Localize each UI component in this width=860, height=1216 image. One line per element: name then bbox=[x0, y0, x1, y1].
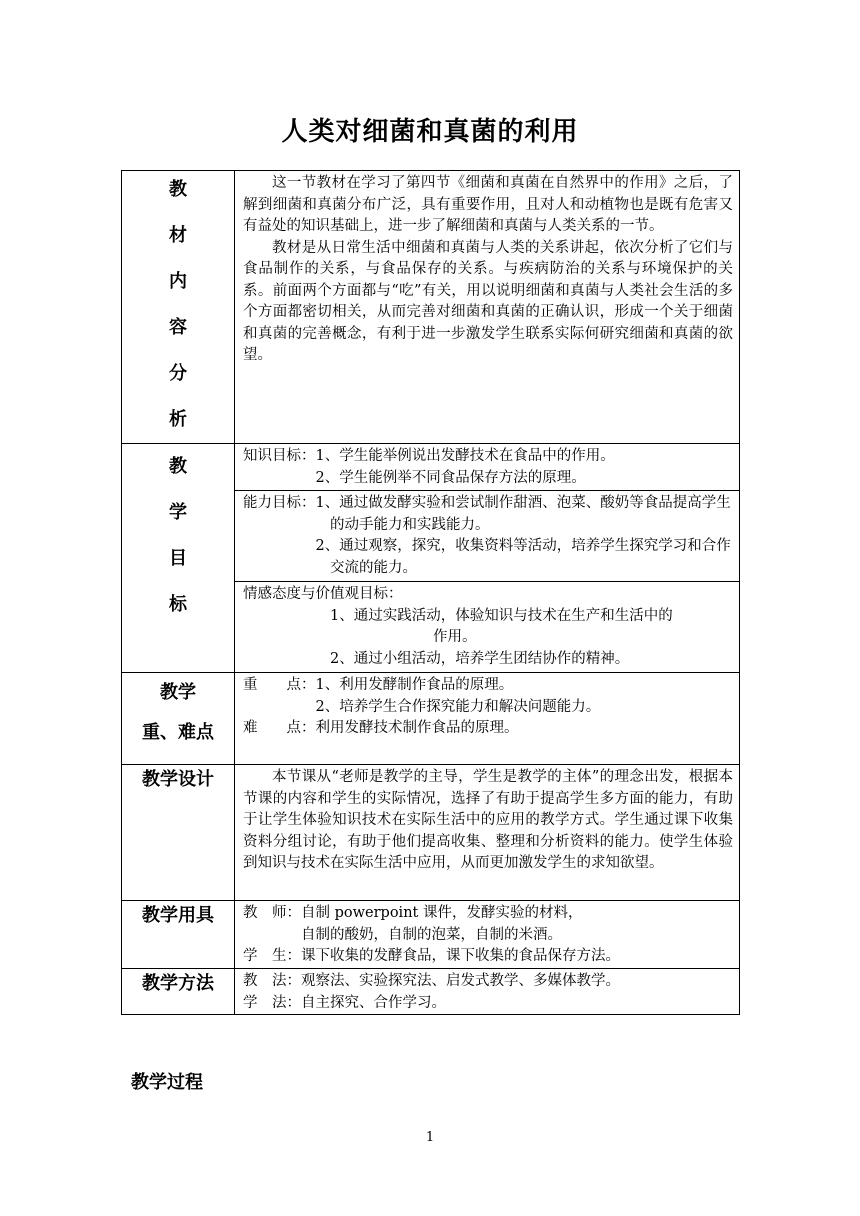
emotion-goal bbox=[235, 581, 739, 672]
goal-item: 1、学生能举例说出发酵技术在食品中的作用。 bbox=[315, 448, 615, 464]
row-teaching-goals bbox=[122, 444, 740, 673]
key-points-content bbox=[235, 673, 740, 765]
label-char: 容 bbox=[169, 317, 187, 338]
document-title: 人类对细菌和真菌的利用 bbox=[281, 117, 579, 147]
teacher-lead: 教 师： bbox=[243, 905, 301, 921]
section-heading: 教学过程 bbox=[131, 1072, 203, 1093]
label-char: 学 bbox=[169, 502, 187, 523]
key-points-label-line2: 重、难点 bbox=[142, 722, 214, 743]
row-methods bbox=[122, 969, 740, 1015]
key-points-label-line1: 教学 bbox=[160, 682, 196, 703]
key-lead: 重 点： bbox=[243, 677, 316, 693]
page-number: 1 bbox=[425, 1130, 435, 1145]
label-char: 目 bbox=[169, 548, 187, 569]
analysis-paragraph: 这一节教材在学习了第四节《细菌和真菌在自然界中的作用》之后，了解到细菌和真菌分布广泛，具有重要作用，且对人和动植物也是既有危害又有益处的知识基础上，进一步了解细菌和真菌与人类关系的一节。 bbox=[243, 175, 733, 234]
label-char: 教 bbox=[169, 179, 187, 200]
row-tools bbox=[122, 901, 740, 969]
goal-item: 2、通过观察，探究，收集资料等活动，培养学生探究学习和合作交流的能力。 bbox=[315, 538, 731, 576]
label-char: 内 bbox=[169, 271, 187, 292]
student-lead: 学 生： bbox=[243, 948, 301, 964]
teacher-tools: 自制 powerpoint 课件，发酵实验的材料， bbox=[301, 905, 583, 921]
tools-content bbox=[235, 901, 740, 969]
learn-method-lead: 学 法： bbox=[243, 994, 301, 1011]
teach-method-text: 观察法、实验探究法、启发式教学、多媒体教学。 bbox=[301, 973, 620, 989]
knowledge-goal bbox=[235, 444, 739, 490]
material-analysis-label bbox=[122, 171, 235, 444]
key-item: 1、利用发酵制作食品的原理。 bbox=[315, 677, 514, 693]
emotion-goal-lead: 情感态度与价值观目标： bbox=[243, 586, 403, 602]
knowledge-goal-lead: 知识目标： bbox=[243, 448, 316, 464]
student-tools: 课下收集的发酵食品，课下收集的食品保存方法。 bbox=[301, 948, 620, 964]
row-material-analysis bbox=[122, 171, 740, 444]
teach-method-lead: 教 法： bbox=[243, 973, 301, 989]
key-item: 2、培养学生合作探究能力和解决问题能力。 bbox=[315, 698, 601, 715]
learn-method-text: 自主探究、合作学习。 bbox=[301, 994, 446, 1011]
teacher-tools: 自制的酸奶，自制的泡菜，自制的米酒。 bbox=[301, 926, 562, 943]
difficult-lead: 难 点： bbox=[243, 720, 316, 736]
goal-item-continued: 作用。 bbox=[433, 629, 477, 645]
goal-item: 2、学生能例举不同食品保存方法的原理。 bbox=[315, 469, 586, 486]
label-char: 教 bbox=[169, 456, 187, 477]
label-char: 分 bbox=[169, 363, 187, 384]
difficult-text: 利用发酵技术制作食品的原理。 bbox=[315, 720, 519, 736]
goal-item: 2、通过小组活动，培养学生团结协作的精神。 bbox=[330, 650, 630, 667]
goal-item: 1、通过实践活动，体验知识与技术在生产和生活中的 bbox=[330, 607, 673, 624]
label-char: 材 bbox=[169, 225, 187, 246]
analysis-paragraph: 教材是从日常生活中细菌和真菌与人类的关系讲起，依次分析了它们与食品制作的关系，与食品保存的关系。与疾病防治的关系与环境保护的关系。前面两个方面都与“吃”有关，用以说明细菌和真菌与人类社会生活的多个方面都密切相关，从而完善对细菌和真菌的正确认识，形成一个关于细菌和真菌的完善概念，有利于进一步激发学生联系实际何研究细菌和真菌的欲望。 bbox=[243, 239, 733, 363]
teaching-goals-content bbox=[235, 444, 740, 673]
design-paragraph: 本节课从“老师是教学的主导，学生是教学的主体”的理念出发，根据本节课的内容和学生的实际情况，选择了有助于提高学生多方面的能力，有助于让学生体验知识技术在实际生活中的应用的教学方式。学生通过课下收集资料分组讨论，有助于他们提高收集、整理和分析资料的能力。使学生体验到知识与技术在实际生活中应用，从而更加激发学生的求知欲望。 bbox=[243, 769, 733, 871]
methods-content bbox=[235, 969, 740, 1015]
methods-label: 教学方法 bbox=[122, 969, 235, 1015]
key-points-label bbox=[122, 673, 235, 765]
ability-goal bbox=[235, 490, 739, 581]
label-char: 标 bbox=[169, 594, 187, 615]
design-label: 教学设计 bbox=[122, 765, 235, 901]
ability-goal-lead: 能力目标： bbox=[243, 495, 316, 511]
teaching-goals-label bbox=[122, 444, 235, 673]
material-analysis-content bbox=[235, 171, 740, 444]
design-content bbox=[235, 765, 740, 901]
label-char: 析 bbox=[169, 409, 187, 430]
row-design bbox=[122, 765, 740, 901]
row-key-points bbox=[122, 673, 740, 765]
lesson-plan-table bbox=[121, 170, 740, 1015]
goal-item: 1、通过做发酵实验和尝试制作甜酒、泡菜、酸奶等食品提高学生的动手能力和实践能力。 bbox=[315, 495, 731, 533]
tools-label: 教学用具 bbox=[122, 901, 235, 969]
